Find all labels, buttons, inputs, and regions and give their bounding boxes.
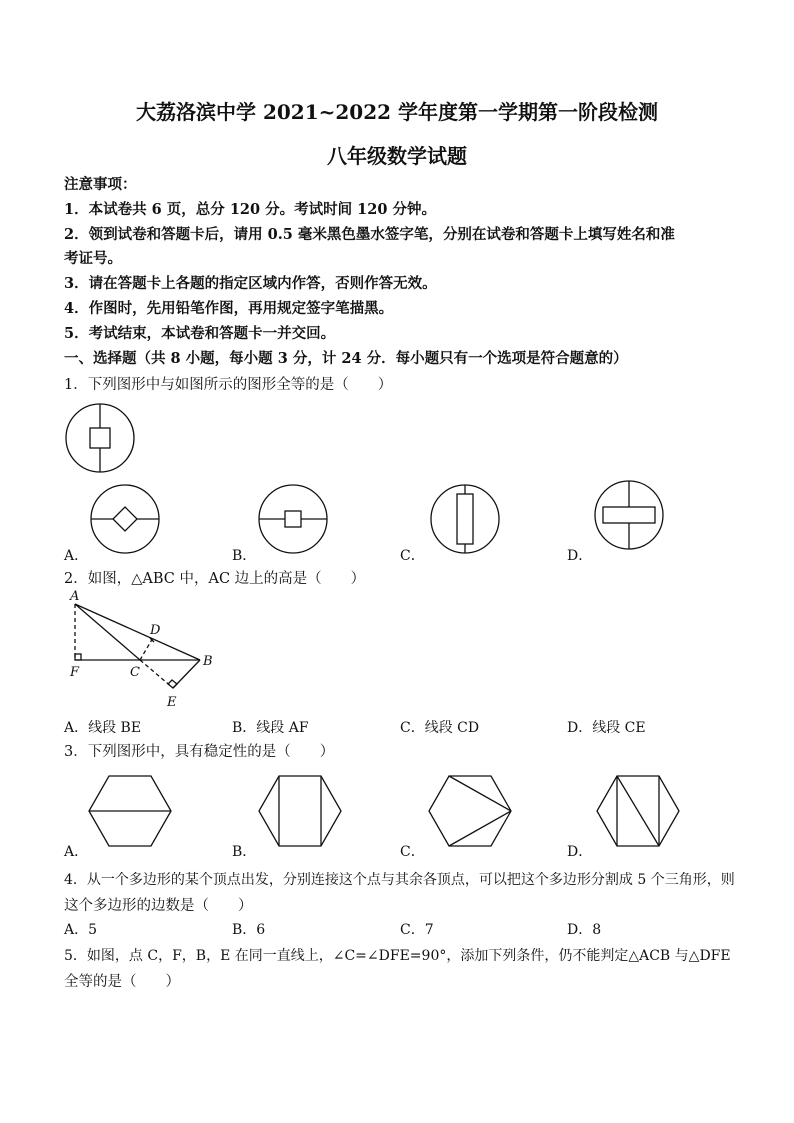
- exam-title: 大荔洛滨中学 2021~2022 学年度第一学期第一阶段检测: [135, 100, 658, 124]
- q2-option-c[interactable]: C．线段 CD: [400, 720, 480, 736]
- q3-stem: 3．下列图形中，具有稳定性的是（ ）: [64, 744, 335, 760]
- q1-option-d[interactable]: D．: [567, 548, 593, 564]
- q2-label-a: A: [70, 589, 80, 604]
- q1-reference-figure: [64, 402, 136, 474]
- q3-option-c[interactable]: C．: [400, 844, 425, 860]
- q2-stem: 2．如图，△ABC 中，AC 边上的高是（ ）: [64, 571, 366, 587]
- q3-option-b[interactable]: B．: [232, 844, 257, 860]
- exam-subtitle: 八年级数学试题: [327, 144, 467, 168]
- section-heading: 一、选择题（共 8 小题，每小题 3 分，计 24 分．每小题只有一个选项是符合题意的）: [64, 350, 628, 367]
- q1-option-b[interactable]: B．: [232, 548, 257, 564]
- notice-item-2-cont: 考证号。: [64, 250, 122, 267]
- q5-stem-line2: 全等的是（ ）: [64, 974, 180, 990]
- q2-label-c: C: [130, 665, 140, 680]
- q5-stem-line1: 5．如图，点 C，F，B，E 在同一直线上，∠C=∠DFE=90°，添加下列条件，仍不能判定△ACB 与△DFE: [64, 948, 731, 964]
- notice-heading: 注意事项：: [64, 176, 137, 193]
- q2-option-a[interactable]: A．线段 BE: [64, 720, 142, 736]
- q3-option-a-figure: [88, 775, 172, 847]
- q2-label-b: B: [203, 654, 213, 669]
- q1-option-d-figure: [594, 480, 664, 550]
- q3-option-d[interactable]: D．: [567, 844, 593, 860]
- q4-option-c[interactable]: C．7: [400, 922, 434, 938]
- q1-stem: 1．下列图形中与如图所示的图形全等的是（ ）: [64, 377, 393, 393]
- q2-label-e: E: [167, 695, 177, 710]
- q3-option-d-figure: [596, 775, 680, 847]
- q2-option-b[interactable]: B．线段 AF: [232, 720, 309, 736]
- notice-item-3: 3．请在答题卡上各题的指定区域内作答，否则作答无效。: [64, 275, 437, 292]
- q1-option-a-figure: [90, 484, 160, 554]
- q3-option-a[interactable]: A．: [64, 844, 89, 860]
- q1-option-a[interactable]: A．: [64, 548, 89, 564]
- q4-stem-line1: 4．从一个多边形的某个顶点出发，分别连接这个点与其余各顶点，可以把这个多边形分割成 5 个三角形，则: [64, 872, 735, 888]
- notice-item-2: 2．领到试卷和答题卡后，请用 0.5 毫米黑色墨水签字笔，分别在试卷和答题卡上填写姓名和准: [64, 226, 675, 243]
- q2-label-f: F: [70, 665, 80, 680]
- notice-item-1: 1．本试卷共 6 页，总分 120 分。考试时间 120 分钟。: [64, 201, 436, 218]
- q3-option-b-figure: [258, 775, 342, 847]
- q2-label-d: D: [150, 623, 161, 638]
- q4-option-b[interactable]: B．6: [232, 922, 266, 938]
- notice-item-5: 5．考试结束，本试卷和答题卡一并交回。: [64, 325, 336, 342]
- notice-item-4: 4．作图时，先用铅笔作图，再用规定签字笔描黑。: [64, 300, 394, 317]
- q1-option-b-figure: [258, 484, 328, 554]
- q4-stem-line2: 这个多边形的边数是（ ）: [64, 898, 253, 914]
- q2-triangle-figure: [60, 588, 230, 708]
- q1-option-c-figure: [430, 484, 500, 554]
- q1-option-c[interactable]: C．: [400, 548, 425, 564]
- q3-option-c-figure: [428, 775, 512, 847]
- q4-option-a[interactable]: A．5: [64, 922, 98, 938]
- q2-option-d[interactable]: D．线段 CE: [567, 720, 646, 736]
- q4-option-d[interactable]: D．8: [567, 922, 602, 938]
